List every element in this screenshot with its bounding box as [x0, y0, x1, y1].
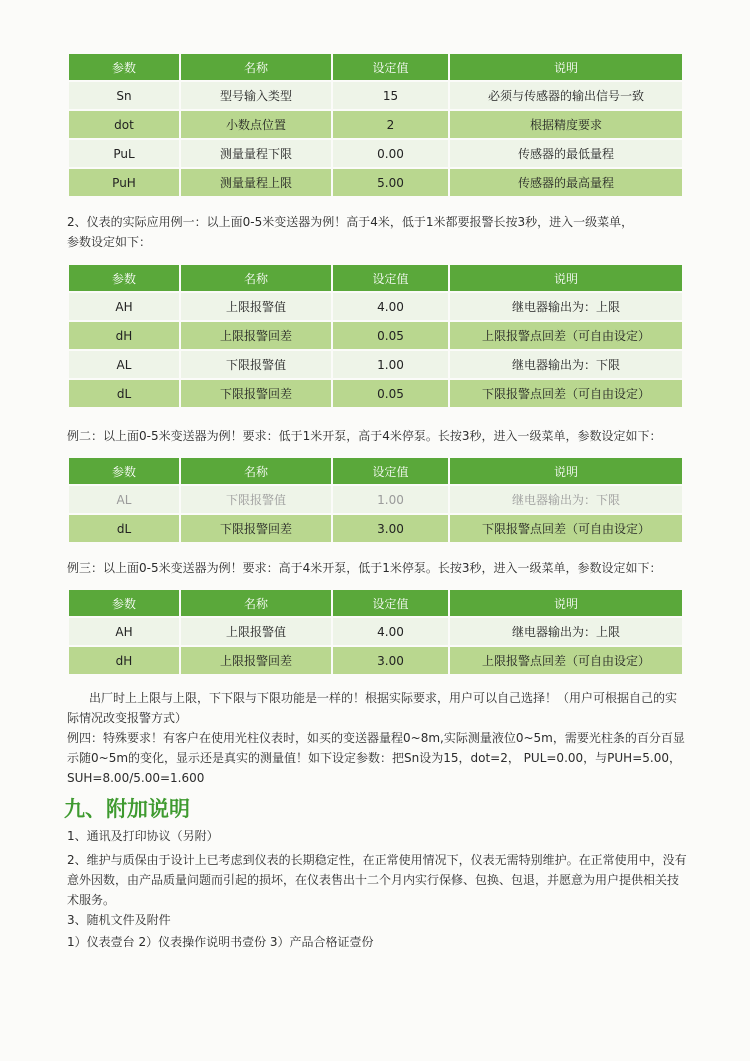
table-header — [69, 265, 682, 291]
header-desc: 说明 — [450, 265, 682, 291]
cell-value: 15 — [333, 82, 448, 109]
cell-desc: 继电器输出为：上限 — [450, 293, 682, 320]
table-header — [69, 590, 682, 616]
cell-value: 0.05 — [333, 322, 448, 349]
example2-text: 例二：以上面0-5米变送器为例！要求：低于1米开泵，高于4米停泵。长按3秒，进入一级菜单，参数设定如下： — [67, 429, 662, 443]
parameter-table-1 — [67, 52, 684, 198]
header-value: 设定值 — [333, 265, 448, 291]
cell-name: 下限报警回差 — [181, 515, 331, 542]
cell-param: AL — [69, 351, 179, 378]
cell-name: 上限报警回差 — [181, 322, 331, 349]
parameter-table-4 — [67, 588, 684, 676]
header-param: 参数 — [69, 458, 179, 484]
item-3: 3、随机文件及附件 — [67, 913, 171, 927]
cell-param: dL — [69, 515, 179, 542]
table-row — [69, 618, 682, 645]
cell-param: PuL — [69, 140, 179, 167]
cell-name: 小数点位置 — [181, 111, 331, 138]
cell-value: 5.00 — [333, 169, 448, 196]
cell-param: dH — [69, 647, 179, 674]
table-row — [69, 351, 682, 378]
cell-name: 型号输入类型 — [181, 82, 331, 109]
cell-name: 下限报警回差 — [181, 380, 331, 407]
cell-name: 上限报警回差 — [181, 647, 331, 674]
cell-desc: 上限报警点回差（可自由设定） — [450, 647, 682, 674]
cell-value: 4.00 — [333, 293, 448, 320]
cell-desc: 下限报警点回差（可自由设定） — [450, 515, 682, 542]
table-row — [69, 140, 682, 167]
cell-param: AH — [69, 618, 179, 645]
cell-param: Sn — [69, 82, 179, 109]
header-value: 设定值 — [333, 458, 448, 484]
example1-text — [67, 212, 687, 252]
table-row — [69, 647, 682, 674]
header-name: 名称 — [181, 265, 331, 291]
header-name: 名称 — [181, 590, 331, 616]
cell-desc: 传感器的最低量程 — [450, 140, 682, 167]
table-header — [69, 54, 682, 80]
table-row — [69, 82, 682, 109]
cell-desc: 上限报警点回差（可自由设定） — [450, 322, 682, 349]
cell-name: 测量量程上限 — [181, 169, 331, 196]
cell-value: 0.05 — [333, 380, 448, 407]
factory-note: 出厂时上上限与上限，下下限与下限功能是一样的！根据实际要求，用户可以自己选择！（用户可根据自己的实际情况改变报警方式） — [67, 691, 678, 725]
cell-value: 1.00 — [333, 351, 448, 378]
header-desc: 说明 — [450, 54, 682, 80]
example1-line2: 参数设定如下： — [67, 235, 152, 249]
header-desc: 说明 — [450, 458, 682, 484]
table-row — [69, 169, 682, 196]
cell-param: AL — [69, 486, 179, 513]
cell-name: 测量量程下限 — [181, 140, 331, 167]
table-row — [69, 380, 682, 407]
cell-desc: 继电器输出为：上限 — [450, 618, 682, 645]
cell-param: PuH — [69, 169, 179, 196]
example1-line1: 2、仪表的实际应用例一：以上面0-5米变送器为例！高于4米，低于1米都要报警长按3秒，进入一级菜单， — [67, 215, 634, 229]
header-param: 参数 — [69, 265, 179, 291]
cell-desc: 继电器输出为：下限 — [450, 351, 682, 378]
cell-param: dH — [69, 322, 179, 349]
cell-value: 3.00 — [333, 647, 448, 674]
header-name: 名称 — [181, 458, 331, 484]
cell-value: 0.00 — [333, 140, 448, 167]
header-value: 设定值 — [333, 54, 448, 80]
example3-text: 例三：以上面0-5米变送器为例！要求：高于4米开泵，低于1米停泵。长按3秒，进入一级菜单，参数设定如下： — [67, 561, 662, 575]
cell-name: 上限报警值 — [181, 293, 331, 320]
cell-desc: 传感器的最高量程 — [450, 169, 682, 196]
table-row — [69, 515, 682, 542]
parameter-table-2 — [67, 263, 684, 409]
example4-text: 例四：特殊要求！有客户在使用光柱仪表时，如买的变送器量程0~8m,实际测量液位0~5m，需要光柱条的百分百显示随0~5m的变化，显示还是真实的测量值！如下设定参数：把Sn设为15，dot=2， PUL=0.00，与PUH=5.00，SUH=8.00/5.00=1.600 — [67, 731, 685, 785]
cell-name: 下限报警值 — [181, 351, 331, 378]
header-param: 参数 — [69, 54, 179, 80]
item-3-detail: 1）仪表壹台 2）仪表操作说明书壹份 3）产品合格证壹份 — [67, 935, 374, 949]
cell-value: 2 — [333, 111, 448, 138]
cell-value: 1.00 — [333, 486, 448, 513]
cell-name: 上限报警值 — [181, 618, 331, 645]
table-row — [69, 293, 682, 320]
cell-value: 4.00 — [333, 618, 448, 645]
header-param: 参数 — [69, 590, 179, 616]
cell-value: 3.00 — [333, 515, 448, 542]
cell-desc: 必须与传感器的输出信号一致 — [450, 82, 682, 109]
table-row — [69, 111, 682, 138]
item-1: 1、通讯及打印协议（另附） — [67, 829, 219, 843]
cell-param: dot — [69, 111, 179, 138]
cell-desc: 继电器输出为：下限 — [450, 486, 682, 513]
header-value: 设定值 — [333, 590, 448, 616]
header-name: 名称 — [181, 54, 331, 80]
cell-param: dL — [69, 380, 179, 407]
header-desc: 说明 — [450, 590, 682, 616]
section-title: 九、附加说明 — [64, 797, 190, 821]
cell-desc: 根据精度要求 — [450, 111, 682, 138]
cell-name: 下限报警值 — [181, 486, 331, 513]
item-2: 2、维护与质保由于设计上已考虑到仪表的长期稳定性，在正常使用情况下，仪表无需特别维护。在正常使用中，没有意外因数，由产品质量问题而引起的损坏，在仪表售出十二个月内实行保修、包换、包退，并愿意为用户提供相关技术服务。 — [67, 853, 687, 907]
table-row — [69, 486, 682, 513]
table-header — [69, 458, 682, 484]
table-row — [69, 322, 682, 349]
cell-desc: 下限报警点回差（可自由设定） — [450, 380, 682, 407]
cell-param: AH — [69, 293, 179, 320]
parameter-table-3 — [67, 456, 684, 544]
